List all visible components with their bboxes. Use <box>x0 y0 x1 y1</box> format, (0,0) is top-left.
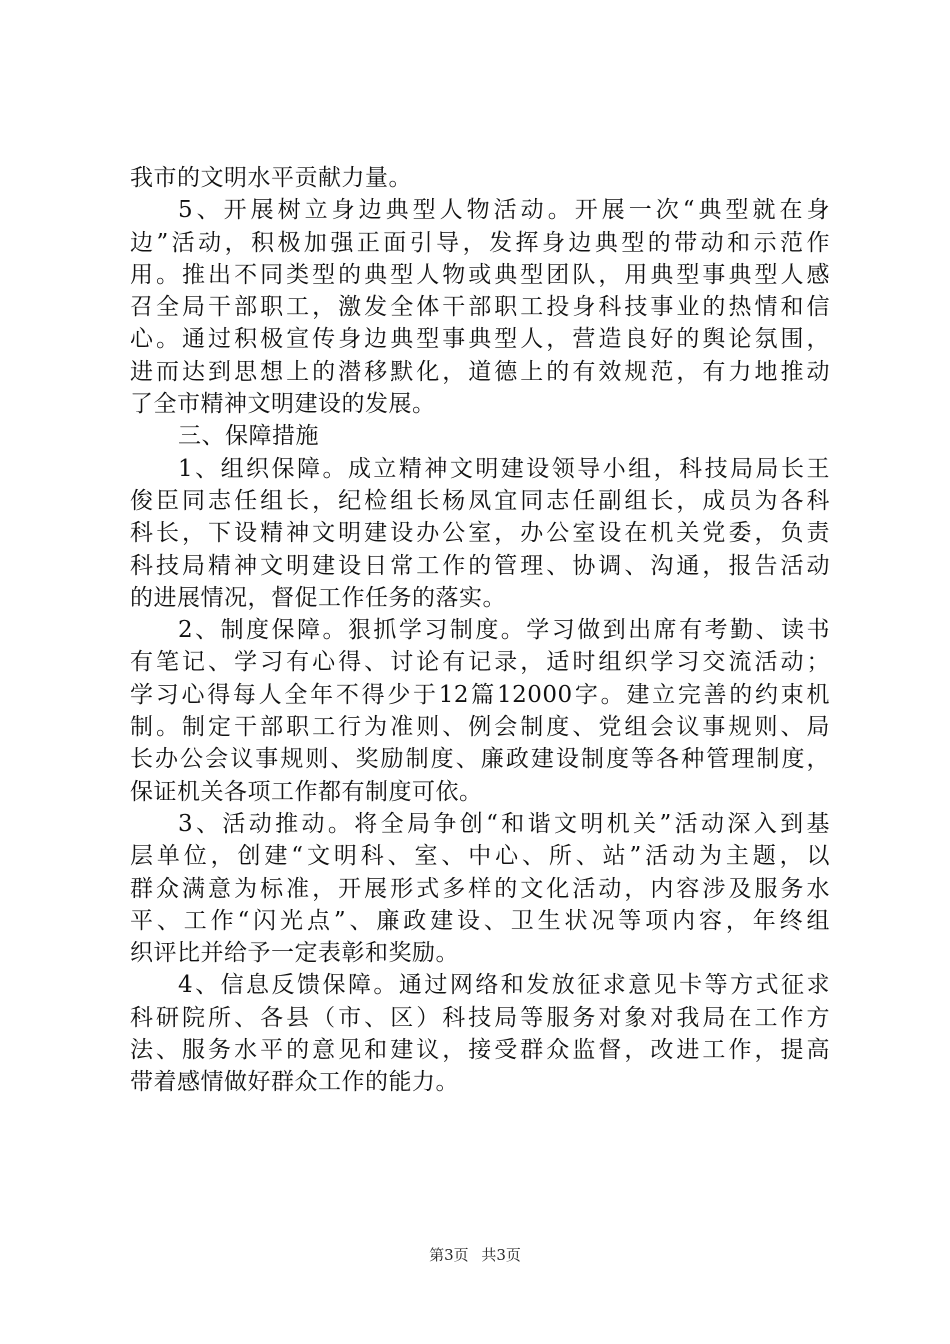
text-line: 科长，下设精神文明建设办公室，办公室设在机关党委，负责 <box>130 520 830 547</box>
text-line: 科技局精神文明建设日常工作的管理、协调、沟通，报告活动 <box>130 552 830 579</box>
text-line: 法、服务水平的意见和建议，接受群众监督，改进工作，提高 <box>130 1037 830 1064</box>
document-body <box>130 162 830 1099</box>
text-line: 科研院所、各县（市、区）科技局等服务对象对我局在工作方 <box>130 1004 830 1031</box>
text-line: 的进展情况，督促工作任务的落实。 <box>130 584 506 611</box>
text-line: 我市的文明水平贡献力量。 <box>130 165 412 191</box>
page-total: 共3页 <box>481 1246 521 1264</box>
text-line: 2、制度保障。狠抓学习制度。学习做到出席有考勤、读书 <box>178 617 830 644</box>
paragraph-organization <box>130 453 830 614</box>
section-heading <box>130 420 830 452</box>
page-number: 第3页 <box>429 1246 469 1264</box>
text-line: 边”活动，积极加强正面引导，发挥身边典型的带动和示范作 <box>130 229 830 256</box>
paragraph-feedback <box>130 969 830 1098</box>
text-line: 群众满意为标准，开展形式多样的文化活动，内容涉及服务水 <box>130 875 830 902</box>
text-line: 长办公会议事规则、奖励制度、廉政建设制度等各种管理制度， <box>130 746 830 773</box>
text-line: 平、工作“闪光点”、廉政建设、卫生状况等项内容，年终组 <box>130 907 830 934</box>
paragraph-activity <box>130 808 830 969</box>
text-line: 了全市精神文明建设的发展。 <box>130 391 436 418</box>
text-line: 保证机关各项工作都有制度可依。 <box>130 778 483 805</box>
text-line: 4、信息反馈保障。通过网络和发放征求意见卡等方式征求 <box>178 972 830 999</box>
text-line: 有笔记、学习有心得、讨论有记录，适时组织学习交流活动； <box>130 649 830 676</box>
text-line: 1、组织保障。成立精神文明建设领导小组，科技局局长王 <box>178 455 830 482</box>
paragraph-continuation <box>130 162 830 194</box>
text-line: 三、保障措施 <box>178 423 319 450</box>
text-line: 进而达到思想上的潜移默化，道德上的有效规范，有力地推动 <box>130 358 830 385</box>
text-line: 俊臣同志任组长，纪检组长杨凤宜同志任副组长，成员为各科 <box>130 487 830 514</box>
text-line: 带着感情做好群众工作的能力。 <box>130 1069 459 1096</box>
text-line: 心。通过积极宣传身边典型事典型人，营造良好的舆论氛围， <box>130 326 830 353</box>
paragraph-system <box>130 614 830 808</box>
text-line: 制。制定干部职工行为准则、例会制度、党组会议事规则、局 <box>130 714 830 741</box>
text-line: 织评比并给予一定表彰和奖励。 <box>130 940 459 967</box>
paragraph-item-5 <box>130 194 830 420</box>
text-line: 5、开展树立身边典型人物活动。开展一次“典型就在身 <box>178 197 830 224</box>
page-footer <box>0 1244 950 1265</box>
text-line: 召全局干部职工，激发全体干部职工投身科技事业的热情和信 <box>130 294 830 321</box>
text-line: 学习心得每人全年不得少于12篇12000字。建立完善的约束机 <box>130 681 830 708</box>
text-line: 3、活动推动。将全局争创“和谐文明机关”活动深入到基 <box>178 810 830 837</box>
text-line: 层单位，创建“文明科、室、中心、所、站”活动为主题，以 <box>130 843 830 870</box>
text-line: 用。推出不同类型的典型人物或典型团队，用典型事典型人感 <box>130 261 830 288</box>
